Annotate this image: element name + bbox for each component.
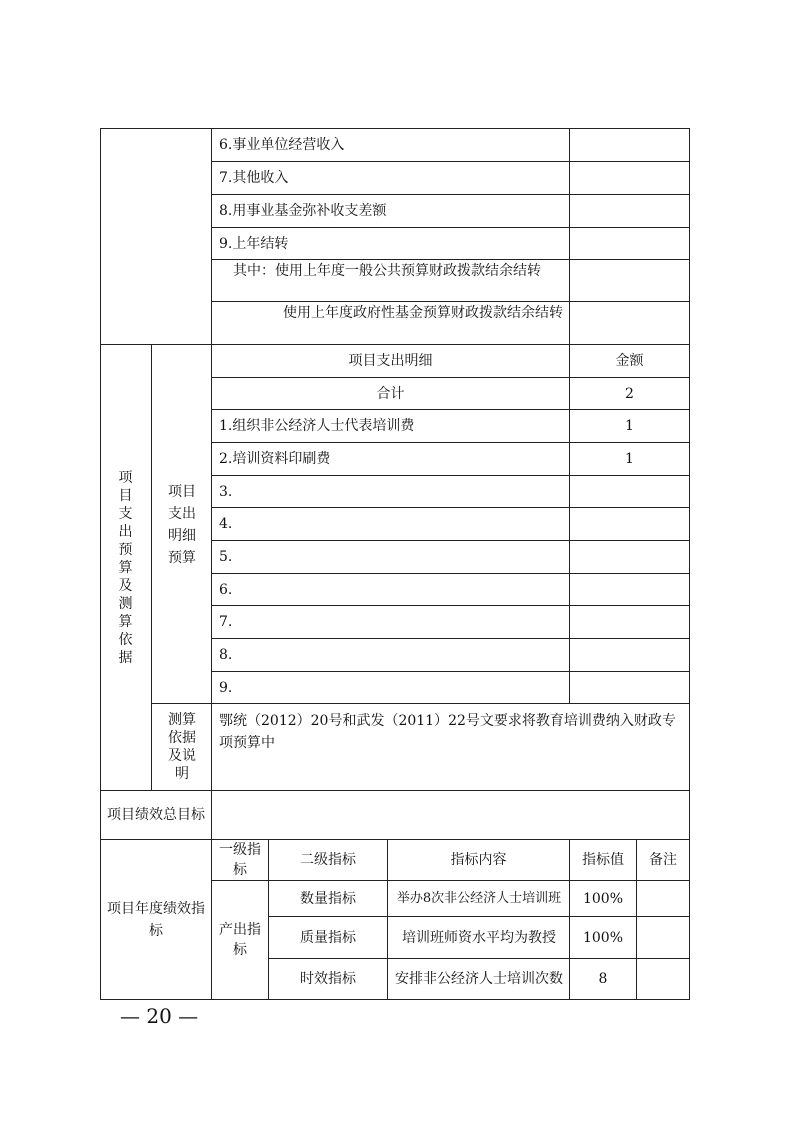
indicator-level2: 质量指标 [300, 929, 356, 946]
budget-basis-text: 项目支出预算及测算依据 [118, 469, 134, 666]
income-row-label: 9.上年结转 [219, 235, 289, 252]
indicator-value: 8 [598, 971, 608, 987]
budget-basis-label [118, 345, 134, 790]
indicator-value: 100% [582, 890, 624, 907]
indicator-header-level2: 二级指标 [300, 852, 356, 868]
detail-row-amount [570, 672, 689, 703]
indicator-header-level1-text: 一级指标 [219, 842, 261, 878]
detail-row-amount [570, 606, 689, 638]
detail-budget-label [162, 480, 202, 570]
detail-row-label: 9. [219, 679, 233, 696]
detail-row-amount [570, 639, 689, 671]
indicator-note [637, 959, 689, 999]
indicator-level2: 时效指标 [300, 971, 356, 987]
detail-row-amount: 1 [625, 451, 634, 467]
grid-line [211, 301, 690, 302]
indicator-note [637, 881, 689, 916]
output-indicator-label [218, 881, 262, 999]
overall-goal-label [106, 791, 206, 839]
detail-header-item: 项目支出明细 [348, 353, 433, 369]
detail-row-label: 5. [219, 549, 233, 565]
table-border-left [100, 128, 101, 1000]
carryover-general-label: 其中：使用上年度一般公共预算财政拨款结余结转 [233, 263, 541, 279]
indicator-level2: 数量指标 [300, 890, 356, 907]
output-indicator-text: 产出指标 [219, 922, 261, 958]
indicator-content: 举办8次非公经济人士培训班 [396, 891, 562, 906]
detail-row-amount: 1 [625, 418, 634, 434]
overall-goal-value [212, 791, 689, 839]
indicator-value: 100% [582, 929, 624, 946]
overall-goal-text: 项目绩效总目标 [107, 807, 205, 823]
indicator-content: 安排非公经济人士培训次数 [395, 971, 563, 987]
detail-row-label: 1.组织非公经济人士代表培训费 [219, 418, 415, 434]
detail-row-label: 4. [219, 516, 233, 532]
total-amount: 2 [625, 385, 634, 402]
detail-row-label: 8. [219, 647, 233, 663]
detail-row-label: 3. [219, 483, 233, 500]
income-row-label: 6.事业单位经营收入 [219, 137, 345, 153]
detail-row-label: 2.培训资料印刷费 [219, 451, 331, 467]
page-number: — 20 — [120, 1004, 199, 1028]
indicator-content: 培训班师资水平均为教授 [402, 929, 556, 946]
annual-goal-text: 项目年度绩效指标 [107, 900, 205, 939]
calc-basis-label [163, 704, 201, 790]
indicator-header-value: 指标值 [582, 852, 624, 868]
detail-row-label: 6. [219, 581, 233, 598]
carryover-fund-label: 使用上年度政府性基金预算财政拨款结余结转 [283, 305, 563, 321]
grid-line [151, 344, 152, 790]
detail-header-amount: 金额 [615, 353, 644, 369]
total-label: 合计 [376, 385, 405, 402]
table-border-bottom [100, 999, 690, 1000]
annual-goal-label [106, 840, 206, 999]
indicator-header-level1 [218, 840, 262, 880]
indicator-note [637, 917, 689, 958]
detail-row-label: 7. [219, 614, 233, 630]
detail-row-amount [570, 574, 689, 605]
grid-line [151, 703, 690, 704]
grid-line [211, 259, 690, 260]
indicator-header-note: 备注 [649, 852, 677, 868]
income-row-label: 8.用事业基金弥补收支差额 [219, 203, 387, 219]
detail-row-amount [570, 508, 689, 540]
income-row-label: 7.其他收入 [219, 170, 289, 186]
indicator-header-content: 指标内容 [450, 852, 507, 868]
detail-budget-text: 项目支出明细预算 [168, 484, 196, 566]
detail-row-amount [570, 476, 689, 507]
detail-row-amount [570, 541, 689, 573]
calc-basis-text: 鄂统（2012）20号和武发（2011）22号文要求将教育培训费纳入财政专项预算中 [219, 713, 676, 751]
grid-line [211, 839, 212, 1000]
calc-basis-label-text: 测算依据及说明 [168, 712, 196, 782]
